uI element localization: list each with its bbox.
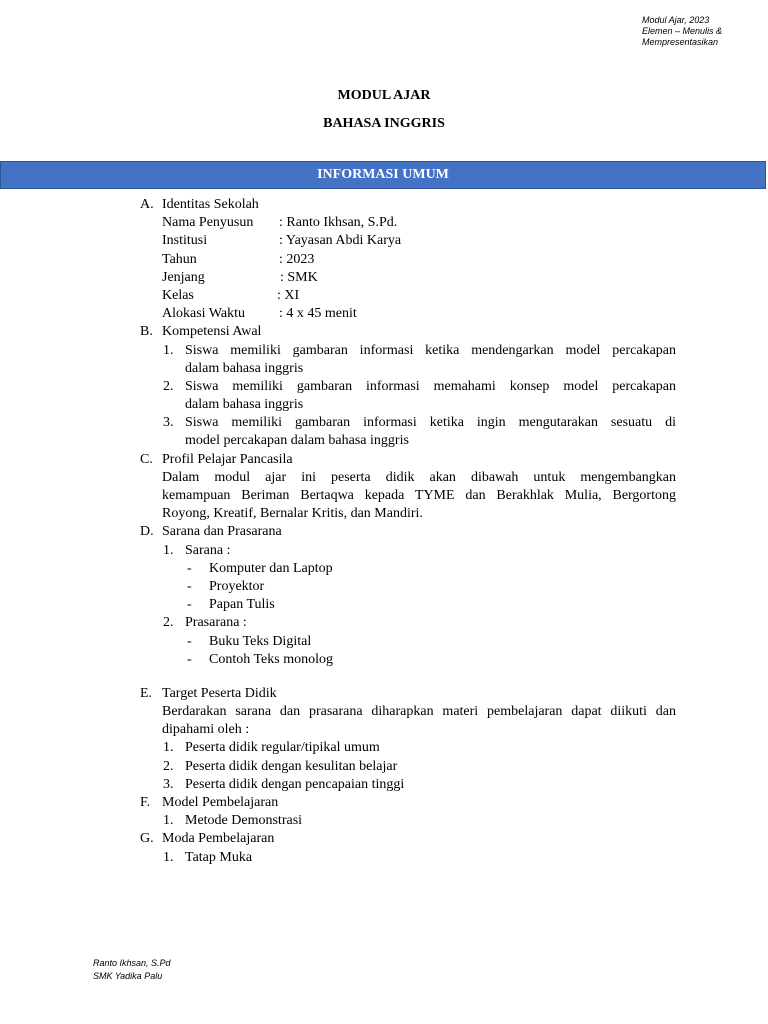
- list-item-continuation: [0, 396, 768, 414]
- list-text: Peserta didik regular/tipikal umum: [185, 740, 380, 756]
- identity-value: : SMK: [280, 269, 318, 285]
- footer-school: SMK Yadika Palu: [93, 971, 163, 981]
- list-item: [0, 414, 768, 432]
- list-item: [0, 614, 768, 632]
- section-marker: F.: [140, 795, 151, 810]
- bullet-item: [0, 651, 768, 669]
- paragraph-text: Royong, Kreatif, Bernalar Kritis, dan Mandiri.: [162, 506, 423, 522]
- list-text: Prasarana :: [185, 615, 247, 631]
- header-note-line: Mempresentasikan: [642, 37, 719, 47]
- header-note: [642, 15, 762, 48]
- bullet-item: [0, 560, 768, 578]
- identity-label: Jenjang: [162, 269, 205, 285]
- section-marker: A.: [140, 197, 154, 212]
- section-f-heading: [0, 794, 768, 812]
- bullet-item: [0, 596, 768, 614]
- section-title: Model Pembelajaran: [162, 795, 279, 810]
- identity-row: [0, 305, 768, 323]
- section-title: Target Peserta Didik: [162, 685, 277, 701]
- list-item: [0, 758, 768, 776]
- identity-label: Alokasi Waktu: [162, 306, 245, 322]
- bullet-text: Proyektor: [209, 578, 265, 594]
- list-number: 1.: [163, 849, 174, 865]
- dash-bullet: -: [187, 633, 192, 649]
- section-marker: E.: [140, 685, 153, 701]
- section-marker: B.: [140, 324, 153, 340]
- list-item: [0, 739, 768, 757]
- list-item: [0, 849, 768, 867]
- identity-label: Kelas: [162, 287, 194, 303]
- identity-value: : Yayasan Abdi Karya: [279, 233, 402, 249]
- paragraph-text: Berdarakan sarana dan prasarana diharapkan materi pembelajaran dapat diikuti dan: [162, 704, 676, 720]
- identity-row: [0, 287, 768, 305]
- header-note-line: Elemen – Menulis &: [642, 26, 723, 36]
- section-title: Kompetensi Awal: [162, 324, 262, 340]
- document-title: MODUL AJAR: [337, 88, 431, 103]
- identity-row: [0, 232, 768, 250]
- paragraph-text: dipahami oleh :: [162, 722, 250, 738]
- list-item: [0, 342, 768, 360]
- list-number: 1.: [163, 740, 174, 756]
- list-number: 1.: [163, 342, 174, 358]
- bullet-text: Komputer dan Laptop: [209, 560, 333, 576]
- section-g-heading: [0, 830, 768, 848]
- list-text: Siswa memiliki gambaran informasi memahami konsep model percakapan: [185, 378, 676, 394]
- paragraph-text: Dalam modul ajar ini peserta didik akan dibawah untuk mengembangkan: [162, 469, 676, 485]
- paragraph-line: [0, 721, 768, 739]
- section-e-heading: [0, 685, 768, 703]
- bullet-text: Papan Tulis: [209, 597, 275, 613]
- list-text: dalam bahasa inggris: [185, 397, 304, 413]
- identity-row: [0, 269, 768, 287]
- identity-label: Tahun: [162, 251, 197, 267]
- footer-note: [93, 957, 171, 983]
- section-banner: INFORMASI UMUM: [0, 161, 766, 189]
- identity-value: : Ranto Ikhsan, S.Pd.: [279, 215, 398, 231]
- bullet-text: Contoh Teks monolog: [209, 651, 333, 667]
- list-number: 3.: [163, 776, 174, 792]
- dash-bullet: -: [187, 597, 192, 613]
- section-d-heading: [0, 523, 768, 541]
- document-subtitle: BAHASA INGGRIS: [323, 116, 445, 131]
- dash-bullet: -: [187, 578, 192, 594]
- section-title: Identitas Sekolah: [162, 197, 259, 212]
- paragraph-line: [0, 703, 768, 721]
- identity-label: Institusi: [162, 233, 208, 249]
- list-text: Siswa memiliki gambaran informasi ketika mendengarkan model percakapan: [185, 342, 676, 358]
- section-a-heading: [0, 196, 768, 214]
- section-marker: G.: [140, 831, 154, 847]
- identity-value: : XI: [277, 287, 300, 303]
- list-item: [0, 812, 768, 830]
- bullet-item: [0, 633, 768, 651]
- section-marker: C.: [140, 451, 153, 467]
- footer-author: Ranto Ikhsan, S.Pd: [93, 958, 171, 968]
- list-item-continuation: [0, 360, 768, 378]
- document-body: [0, 196, 768, 867]
- list-number: 2.: [163, 378, 174, 394]
- identity-row: [0, 214, 768, 232]
- dash-bullet: -: [187, 651, 192, 667]
- list-number: 2.: [163, 615, 174, 631]
- identity-label: Nama Penyusun: [162, 215, 254, 231]
- spacer: [0, 669, 768, 685]
- list-item: [0, 776, 768, 794]
- section-title: Profil Pelajar Pancasila: [162, 451, 293, 467]
- identity-row: [0, 251, 768, 269]
- list-item: [0, 542, 768, 560]
- list-item-continuation: [0, 432, 768, 450]
- paragraph-text: kemampuan Beriman Bertaqwa kepada TYME dan Berakhlak Mulia, Bergortong: [162, 488, 676, 503]
- identity-value: : 4 x 45 menit: [279, 306, 357, 322]
- list-text: Sarana :: [185, 542, 231, 558]
- list-text: Peserta didik dengan kesulitan belajar: [185, 758, 398, 774]
- list-text: Tatap Muka: [185, 849, 253, 865]
- bullet-text: Buku Teks Digital: [209, 633, 312, 649]
- section-b-heading: [0, 323, 768, 341]
- paragraph-line: [0, 469, 768, 487]
- list-text: Siswa memiliki gambaran informasi ketika ingin mengutarakan sesuatu di: [185, 415, 676, 431]
- list-text: Peserta didik dengan pencapaian tinggi: [185, 776, 405, 792]
- list-number: 1.: [163, 813, 174, 829]
- list-text: Metode Demonstrasi: [185, 813, 303, 829]
- dash-bullet: -: [187, 560, 192, 576]
- identity-value: : 2023: [279, 251, 315, 267]
- section-c-heading: [0, 451, 768, 469]
- header-note-line: Modul Ajar, 2023: [642, 15, 710, 25]
- paragraph-line: [0, 505, 768, 523]
- section-title: Sarana dan Prasarana: [162, 524, 282, 540]
- section-title: Moda Pembelajaran: [162, 831, 275, 847]
- list-text: model percakapan dalam bahasa inggris: [185, 433, 409, 449]
- section-marker: D.: [140, 524, 154, 540]
- list-number: 2.: [163, 758, 174, 774]
- list-number: 1.: [163, 542, 174, 558]
- list-text: dalam bahasa inggris: [185, 360, 304, 376]
- bullet-item: [0, 578, 768, 596]
- paragraph-line: [0, 487, 768, 505]
- list-number: 3.: [163, 415, 174, 431]
- list-item: [0, 378, 768, 396]
